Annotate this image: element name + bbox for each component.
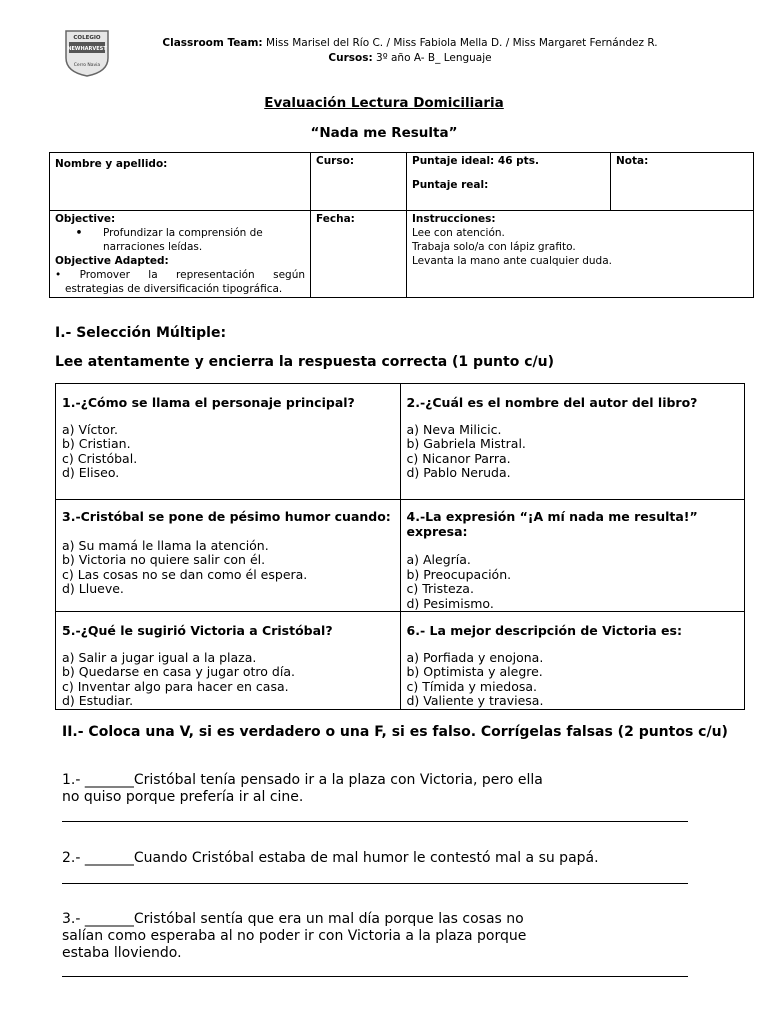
date-label: Fecha: <box>316 213 355 225</box>
question-3 <box>56 500 401 612</box>
q2-option-b[interactable]: b) Gabriela Mistral. <box>406 436 526 451</box>
tf-item-2-line-1: 2.- _______Cuando Cristóbal estaba de mal humor le contestó mal a su papá. <box>62 850 599 866</box>
section-1-title: I.- Selección Múltiple: <box>55 325 227 341</box>
q5-option-d[interactable]: d) Estudiar. <box>62 693 134 708</box>
q4-option-d[interactable]: d) Pesimismo. <box>406 595 494 611</box>
objective-bullet: • <box>75 227 83 239</box>
question-6 <box>400 612 745 710</box>
answer-line-3[interactable] <box>62 976 688 977</box>
instruction-2: Trabaja solo/a con lápiz grafito. <box>412 241 576 253</box>
adapted-line-1: • Promover la representación según <box>55 269 305 281</box>
name-field[interactable] <box>50 153 311 211</box>
instruction-1: Lee con atención. <box>412 227 505 239</box>
question-3-text: 3.-Cristóbal se pone de pésimo humor cuando: <box>62 509 391 524</box>
q1-option-d[interactable]: d) Eliseo. <box>62 465 120 480</box>
score-real: Puntaje real: <box>412 179 489 191</box>
section-2-title: II.- Coloca una V, si es verdadero o una F, si es falso. Corrígelas falsas (2 puntos c/u) <box>62 724 728 740</box>
page-title: Evaluación Lectura Domiciliaria <box>264 95 504 111</box>
q5-option-c[interactable]: c) Inventar algo para hacer en casa. <box>62 678 289 694</box>
header-info <box>120 36 700 66</box>
question-1-text: 1.-¿Cómo se llama el personaje principal? <box>62 395 355 410</box>
q2-option-a[interactable]: a) Neva Milicic. <box>406 421 502 437</box>
school-logo <box>62 28 112 78</box>
tf-item-1 <box>62 772 742 806</box>
objective-line-2: narraciones leídas. <box>103 241 203 253</box>
q5-option-b[interactable]: b) Quedarse en casa y jugar otro día. <box>62 664 295 679</box>
adapted-line-2: estrategias de diversificación tipográfica. <box>65 283 283 295</box>
q3-option-b[interactable]: b) Victoria no quiere salir con él. <box>62 552 266 567</box>
page-subtitle: “Nada me Resulta” <box>310 125 458 141</box>
name-label: Nombre y apellido: <box>55 158 168 170</box>
q3-option-a[interactable]: a) Su mamá le llama la atención. <box>62 537 269 553</box>
multiple-choice-table <box>55 383 745 710</box>
q1-option-a[interactable]: a) Víctor. <box>62 421 118 437</box>
grade-field[interactable] <box>611 153 754 211</box>
q4-option-c[interactable]: c) Tristeza. <box>406 581 474 596</box>
course-label: Cursos: <box>328 52 373 64</box>
student-info-table <box>49 152 754 298</box>
question-2 <box>400 384 745 500</box>
answer-line-1[interactable] <box>62 821 688 822</box>
q6-option-a[interactable]: a) Porfiada y enojona. <box>406 649 544 665</box>
tf-item-3-line-1: 3.- _______Cristóbal sentía que era un mal día porque las cosas no <box>62 911 524 927</box>
tf-item-3-line-3: estaba lloviendo. <box>62 945 182 961</box>
tf-item-1-line-1: 1.- _______Cristóbal tenía pensado ir a la plaza con Victoria, pero ella <box>62 772 543 788</box>
q2-option-d[interactable]: d) Pablo Neruda. <box>406 465 511 480</box>
tf-item-3-line-2: salían como esperaba al no poder ir con Victoria a la plaza porque <box>62 928 527 944</box>
answer-line-2[interactable] <box>62 883 688 884</box>
q4-option-a[interactable]: a) Alegría. <box>406 552 471 567</box>
score-field[interactable] <box>407 153 611 211</box>
question-5 <box>56 612 401 710</box>
date-field[interactable] <box>311 211 407 298</box>
q3-option-d[interactable]: d) Llueve. <box>62 581 124 596</box>
section-1-instruction: Lee atentamente y encierra la respuesta correcta (1 punto c/u) <box>55 354 554 370</box>
instructions-label: Instrucciones: <box>412 213 496 225</box>
course-field-label: Curso: <box>316 155 355 167</box>
question-5-text: 5.-¿Qué le sugirió Victoria a Cristóbal? <box>62 623 333 638</box>
question-4-text: 4.-La expresión “¡A mí nada me resulta!” expresa: <box>406 509 698 539</box>
instruction-3: Levanta la mano ante cualquier duda. <box>412 255 612 267</box>
q1-option-c[interactable]: c) Cristóbal. <box>62 450 138 466</box>
logo-text-1: COLEGIO <box>73 35 101 41</box>
q6-option-d[interactable]: d) Valiente y traviesa. <box>406 693 544 708</box>
logo-text-2: NEWHARVEST <box>67 46 107 52</box>
q2-option-c[interactable]: c) Nicanor Parra. <box>406 450 511 466</box>
objective-cell <box>50 211 311 298</box>
question-2-text: 2.-¿Cuál es el nombre del autor del libro? <box>406 395 698 410</box>
q6-option-b[interactable]: b) Optimista y alegre. <box>406 664 543 679</box>
tf-item-3 <box>62 911 742 962</box>
course-value: 3º año A- B_ Lenguaje <box>372 52 492 64</box>
team-value: Miss Marisel del Río C. / Miss Fabiola Mella D. / Miss Margaret Fernández R. <box>262 37 658 49</box>
objective-label: Objective: <box>55 213 116 225</box>
q4-option-b[interactable]: b) Preocupación. <box>406 566 512 582</box>
instructions-cell <box>407 211 754 298</box>
question-1 <box>56 384 401 500</box>
grade-label: Nota: <box>616 155 649 167</box>
q5-option-a[interactable]: a) Salir a jugar igual a la plaza. <box>62 649 257 665</box>
logo-text-3: Cerro Navia <box>73 63 101 68</box>
team-label: Classroom Team: <box>162 37 263 49</box>
objective-line-1: Profundizar la comprensión de <box>103 227 263 239</box>
question-6-text: 6.- La mejor descripción de Victoria es: <box>406 623 682 638</box>
score-ideal: Puntaje ideal: 46 pts. <box>412 155 539 167</box>
q6-option-c[interactable]: c) Tímida y miedosa. <box>406 678 537 694</box>
course-field[interactable] <box>311 153 407 211</box>
q1-option-b[interactable]: b) Cristian. <box>62 436 131 451</box>
adapted-label: Objective Adapted: <box>55 255 169 267</box>
tf-item-2 <box>62 850 742 867</box>
question-4 <box>400 500 745 612</box>
q3-option-c[interactable]: c) Las cosas no se dan como él espera. <box>62 566 308 582</box>
tf-item-1-line-2: no quiso porque prefería ir al cine. <box>62 789 304 805</box>
